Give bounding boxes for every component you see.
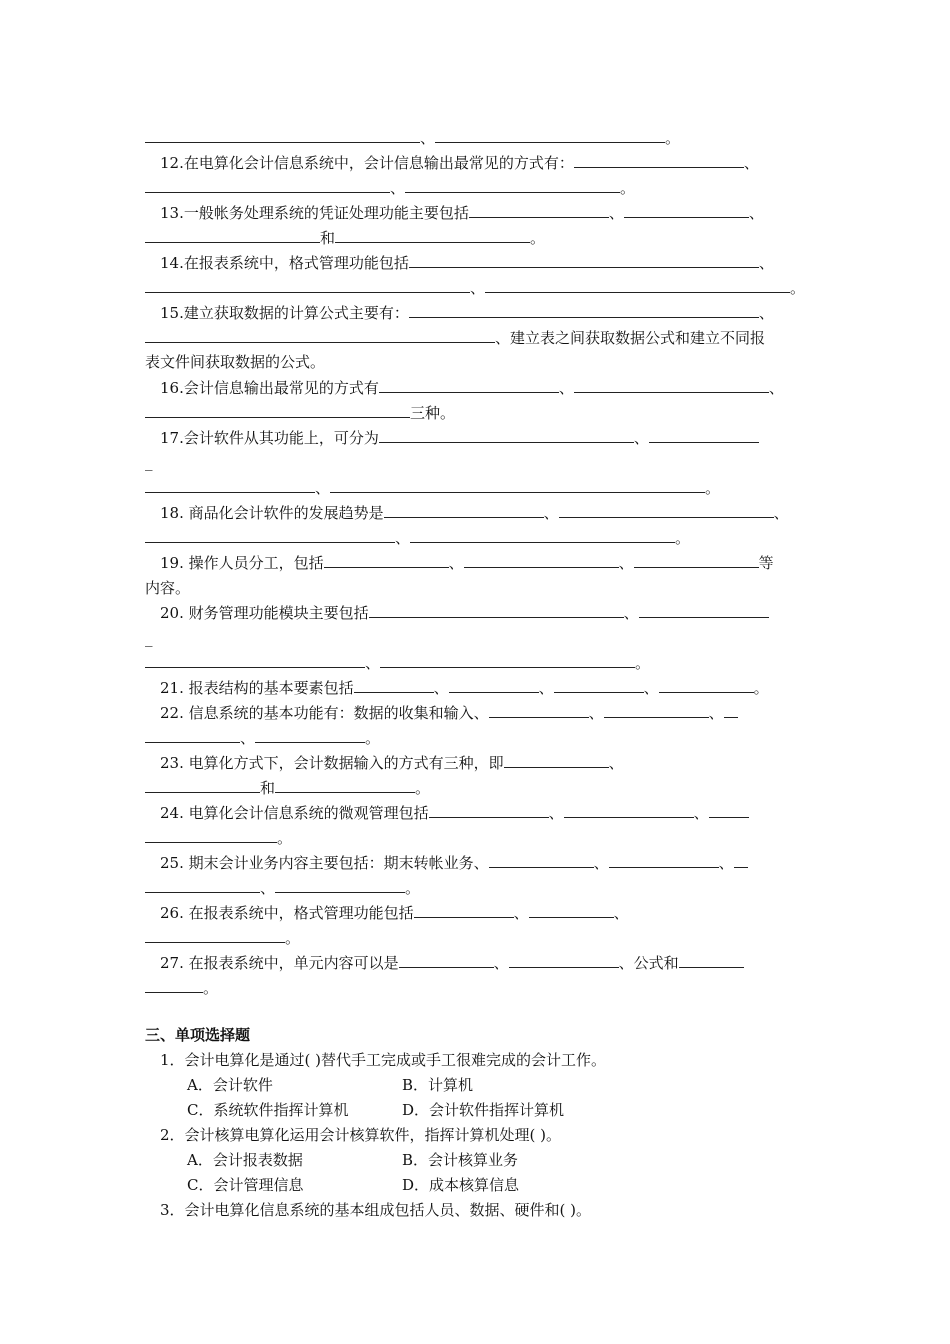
answer-blank[interactable] [145, 403, 410, 418]
question-18-cont: 、 。 [145, 528, 690, 548]
answer-blank[interactable] [255, 728, 365, 743]
answer-blank[interactable] [604, 703, 709, 718]
question-20: 20. 财务管理功能模块主要包括 、 [160, 603, 769, 623]
question-20-wrap: _ [145, 629, 153, 647]
question-26: 26. 在报表系统中，格式管理功能包括 、 、 [160, 904, 629, 922]
answer-blank[interactable] [509, 953, 619, 968]
answer-blank[interactable] [639, 603, 769, 618]
question-25-cont: 、 。 [145, 878, 420, 898]
question-19-cont: 内容。 [145, 579, 191, 597]
question-17-cont: 、 。 [145, 478, 720, 498]
mcq-1-option-d[interactable]: D．会计软件指挥计算机 [402, 1101, 565, 1119]
mcq-1-option-b[interactable]: B．计算机 [402, 1076, 474, 1094]
answer-blank[interactable] [369, 603, 624, 618]
question-17: 17.会计软件从其功能上，可分为 、 [160, 428, 759, 448]
answer-blank[interactable] [330, 478, 705, 493]
mcq-3-stem: 3．会计电算化信息系统的基本组成包括人员、数据、硬件和( )。 [160, 1201, 592, 1219]
question-20-cont: 、 。 [145, 653, 650, 673]
question-24: 24. 电算化会计信息系统的微观管理包括 、 、 [160, 803, 749, 823]
answer-blank[interactable] [574, 153, 744, 168]
mcq-2-option-c[interactable]: C．会计管理信息 [187, 1176, 304, 1194]
answer-blank[interactable] [724, 703, 738, 718]
answer-blank[interactable] [354, 678, 434, 693]
answer-blank[interactable] [609, 853, 719, 868]
mcq-2-option-b[interactable]: B．会计核算业务 [402, 1151, 519, 1169]
mcq-2-option-a[interactable]: A．会计报表数据 [187, 1151, 303, 1169]
answer-blank[interactable] [734, 853, 748, 868]
question-14-cont: 、 。 [145, 278, 805, 298]
answer-blank[interactable] [489, 853, 594, 868]
question-21: 21. 报表结构的基本要素包括 、 、 、 。 [160, 679, 769, 697]
answer-blank[interactable] [709, 803, 749, 818]
question-14: 14.在报表系统中，格式管理功能包括 、 [160, 254, 774, 272]
question-27: 27. 在报表系统中，单元内容可以是 、 、公式和 [160, 953, 744, 973]
answer-blank[interactable] [145, 278, 470, 293]
answer-blank[interactable] [379, 428, 634, 443]
fill-line-11-cont: 、 。 [145, 128, 680, 148]
question-15-cont: 、建立表之间获取数据公式和建立不同报 [145, 328, 765, 348]
question-13: 13.一般帐务处理系统的凭证处理功能主要包括 、 、 [160, 204, 764, 222]
answer-blank[interactable] [405, 178, 620, 193]
mcq-1-stem: 1．会计电算化是通过( )替代手工完成或手工很难完成的会计工作。 [160, 1051, 607, 1069]
answer-blank[interactable] [559, 503, 774, 518]
answer-blank[interactable] [410, 528, 675, 543]
answer-blank[interactable] [659, 678, 754, 693]
answer-blank[interactable] [435, 128, 665, 143]
answer-blank[interactable] [380, 653, 635, 668]
question-12-cont: 、 。 [145, 178, 635, 198]
question-26-cont: 。 [145, 928, 300, 948]
answer-blank[interactable] [414, 903, 514, 918]
question-22: 22. 信息系统的基本功能有：数据的收集和输入、 、 、 [160, 703, 738, 723]
question-24-cont: 。 [145, 828, 292, 848]
answer-blank[interactable] [275, 878, 405, 893]
answer-blank[interactable] [324, 553, 449, 568]
answer-blank[interactable] [564, 803, 694, 818]
question-15: 15.建立获取数据的计算公式主要有： 、 [160, 304, 774, 322]
answer-blank[interactable] [554, 678, 644, 693]
question-12: 12.在电算化会计信息系统中，会计信息输出最常见的方式有： 、 [160, 154, 759, 172]
answer-blank[interactable] [399, 953, 494, 968]
question-18: 18. 商品化会计软件的发展趋势是 、 、 [160, 504, 789, 522]
question-13-cont: 和 。 [145, 228, 545, 248]
answer-blank[interactable] [489, 703, 589, 718]
question-17-wrap: _ [145, 453, 153, 471]
section-heading: 三、单项选择题 [145, 1026, 251, 1044]
answer-blank[interactable] [649, 428, 759, 443]
answer-blank[interactable] [574, 378, 769, 393]
answer-blank[interactable] [145, 828, 277, 843]
answer-blank[interactable] [145, 928, 285, 943]
answer-blank[interactable] [464, 553, 619, 568]
question-23: 23. 电算化方式下，会计数据输入的方式有三种，即 、 [160, 754, 624, 772]
answer-blank[interactable] [145, 978, 203, 993]
mcq-2-option-d[interactable]: D．成本核算信息 [402, 1176, 520, 1194]
answer-blank[interactable] [145, 178, 390, 193]
question-16-cont: 三种。 [145, 403, 455, 423]
answer-blank[interactable] [679, 953, 744, 968]
answer-blank[interactable] [409, 303, 759, 318]
mcq-1-option-c[interactable]: C．系统软件指挥计算机 [187, 1101, 349, 1119]
answer-blank[interactable] [145, 328, 495, 343]
answer-blank[interactable] [145, 653, 365, 668]
answer-blank[interactable] [145, 878, 260, 893]
mcq-2-stem: 2．会计核算电算化运用会计核算软件，指挥计算机处理( )。 [160, 1126, 562, 1144]
answer-blank[interactable] [409, 253, 759, 268]
answer-blank[interactable] [145, 478, 315, 493]
mcq-1-option-a[interactable]: A．会计软件 [187, 1076, 273, 1094]
answer-blank[interactable] [275, 778, 415, 793]
question-27-cont: 。 [145, 978, 218, 998]
question-22-cont: 、 。 [145, 728, 380, 748]
answer-blank[interactable] [634, 553, 759, 568]
question-23-cont: 和 。 [145, 778, 430, 798]
answer-blank[interactable] [449, 678, 539, 693]
answer-blank[interactable] [145, 228, 320, 243]
question-19: 19. 操作人员分工，包括 、 、 等 [160, 554, 774, 572]
answer-blank[interactable] [384, 503, 544, 518]
answer-blank[interactable] [485, 278, 790, 293]
answer-blank[interactable] [429, 803, 549, 818]
answer-blank[interactable] [624, 203, 749, 218]
answer-blank[interactable] [504, 753, 609, 768]
answer-blank[interactable] [379, 378, 559, 393]
question-16: 16.会计信息输出最常见的方式有 、 、 [160, 379, 784, 397]
answer-blank[interactable] [529, 903, 614, 918]
answer-blank[interactable] [335, 228, 530, 243]
answer-blank[interactable] [145, 778, 260, 793]
question-15-cont2: 表文件间获取数据的公式。 [145, 353, 326, 371]
answer-blank[interactable] [145, 728, 240, 743]
answer-blank[interactable] [145, 128, 420, 143]
answer-blank[interactable] [145, 528, 395, 543]
answer-blank[interactable] [469, 203, 609, 218]
question-25: 25. 期末会计业务内容主要包括：期末转帐业务、 、 、 [160, 853, 748, 873]
